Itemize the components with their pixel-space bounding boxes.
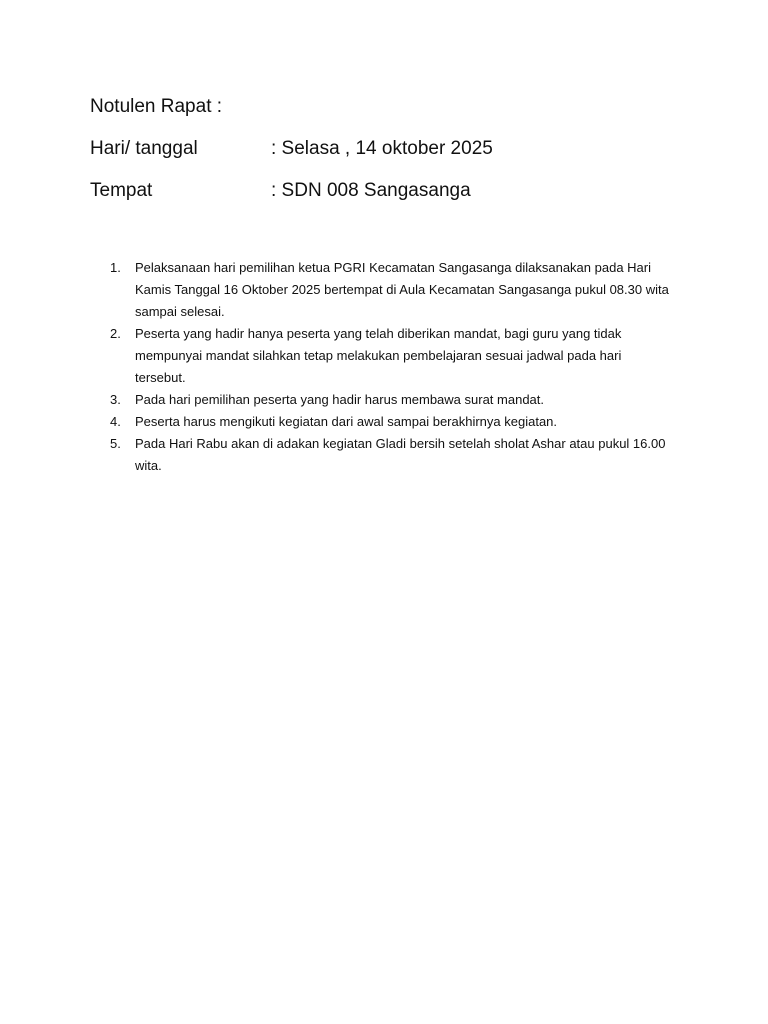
list-item-number: 5. bbox=[110, 436, 121, 451]
list-item-text: Peserta yang hadir hanya peserta yang telah diberikan mandat, bagi guru yang tidak mempunyai mandat silahkan tetap melakukan pembelajaran sesuai jadwal pada hari tersebut. bbox=[135, 326, 622, 385]
list-item-text: Peserta harus mengikuti kegiatan dari awal sampai berakhirnya kegiatan. bbox=[135, 414, 558, 429]
list-item bbox=[110, 389, 670, 411]
meeting-notes-list bbox=[110, 257, 670, 477]
list-item-number: 4. bbox=[110, 414, 121, 429]
list-item bbox=[110, 433, 670, 477]
list-item-number: 1. bbox=[110, 260, 121, 275]
date-label: Hari/ tanggal bbox=[90, 138, 198, 159]
place-value: : SDN 008 Sangasanga bbox=[271, 180, 471, 201]
document-title: Notulen Rapat : bbox=[90, 96, 223, 117]
list-item-text: Pada hari pemilihan peserta yang hadir harus membawa surat mandat. bbox=[135, 392, 545, 407]
place-label: Tempat bbox=[90, 180, 153, 201]
date-row bbox=[90, 137, 493, 161]
list-item bbox=[110, 411, 670, 433]
date-value: : Selasa , 14 oktober 2025 bbox=[271, 138, 493, 159]
list-item bbox=[110, 323, 670, 389]
list-item-number: 3. bbox=[110, 392, 121, 407]
list-item-text: Pada Hari Rabu akan di adakan kegiatan Gladi bersih setelah sholat Ashar atau pukul 16.00 wita. bbox=[135, 436, 666, 473]
place-row bbox=[90, 179, 471, 203]
list-item bbox=[110, 257, 670, 323]
list-item-text: Pelaksanaan hari pemilihan ketua PGRI Kecamatan Sangasanga dilaksanakan pada Hari Kamis Tanggal 16 Oktober 2025 bertempat di Aula Kecamatan Sangasanga pukul 08.30 wita sampai selesai. bbox=[135, 260, 669, 319]
list-item-number: 2. bbox=[110, 326, 121, 341]
